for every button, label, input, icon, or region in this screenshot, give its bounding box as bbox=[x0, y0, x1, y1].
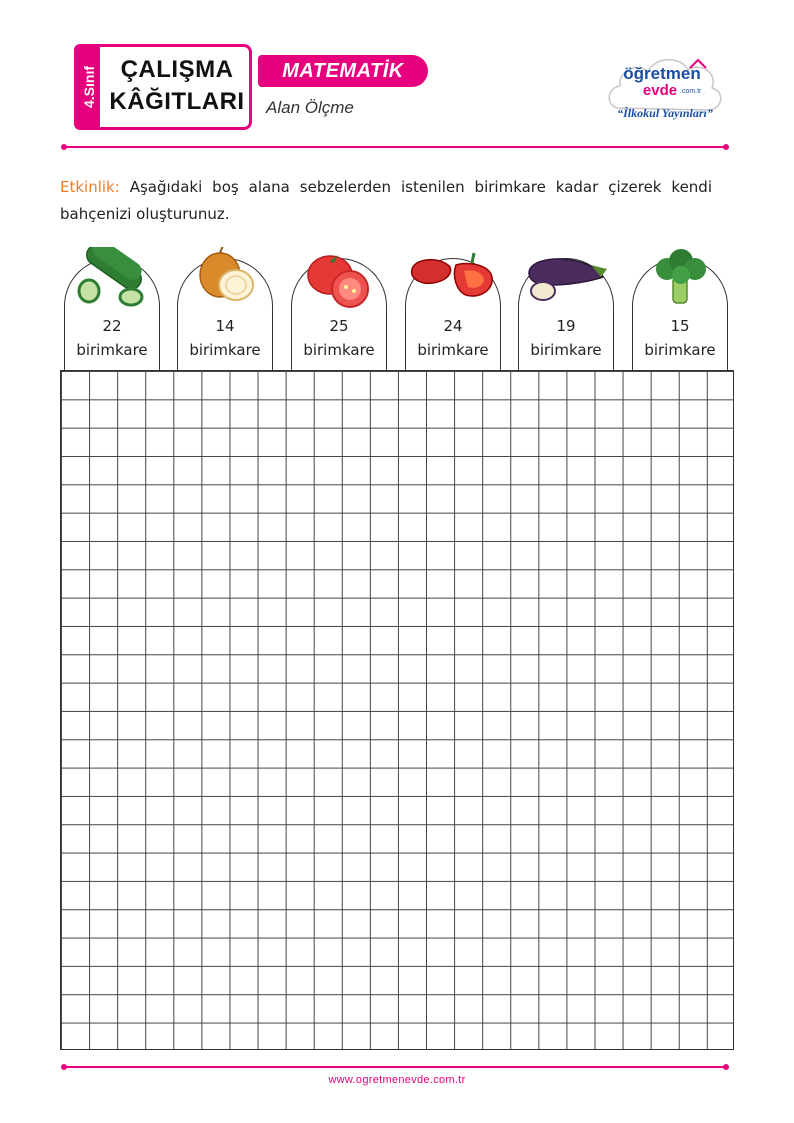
top-divider bbox=[64, 146, 726, 148]
vegetable-count: 14 bbox=[215, 317, 235, 335]
cucumber-icon bbox=[67, 247, 157, 311]
instruction-text bbox=[60, 174, 712, 228]
brand-name: öğretmen bbox=[623, 64, 701, 83]
vegetable-unit: birimkare bbox=[303, 341, 375, 359]
title-line-2: KÂĞITLARI bbox=[109, 88, 245, 115]
pepper-icon bbox=[408, 247, 498, 311]
instruction-body: Aşağıdaki boş alana sebzelerden istenilen birimkare kadar çizerek kendi bahçenizi oluşturunuz. bbox=[60, 178, 712, 223]
topic-title: Alan Ölçme bbox=[266, 98, 354, 117]
vegetable-count: 22 bbox=[102, 317, 122, 335]
subject-badge: MATEMATİK bbox=[258, 55, 428, 87]
vegetable-card-eggplant bbox=[518, 258, 614, 370]
brand-domain: .com.tr bbox=[680, 88, 702, 95]
broccoli-icon bbox=[635, 247, 725, 311]
vegetable-card-broccoli bbox=[632, 258, 728, 370]
eggplant-icon bbox=[521, 247, 611, 311]
vegetable-card-onion bbox=[177, 258, 273, 370]
vegetable-card-cucumber bbox=[64, 258, 160, 370]
vegetable-unit: birimkare bbox=[76, 341, 148, 359]
drawing-grid[interactable] bbox=[60, 370, 734, 1050]
vegetable-unit: birimkare bbox=[644, 341, 716, 359]
vegetable-count: 25 bbox=[329, 317, 349, 335]
footer-url: www.ogretmenevde.com.tr bbox=[328, 1074, 466, 1086]
vegetable-unit: birimkare bbox=[417, 341, 489, 359]
grade-label: 4.Sınıf bbox=[81, 66, 97, 109]
vegetable-unit: birimkare bbox=[530, 341, 602, 359]
onion-icon bbox=[180, 247, 270, 311]
vegetable-unit: birimkare bbox=[189, 341, 261, 359]
bottom-divider bbox=[64, 1066, 726, 1068]
vegetable-count: 19 bbox=[556, 317, 576, 335]
brand-tagline: “İlkokul Yayınları” bbox=[617, 106, 713, 120]
brand-name-evde: evde bbox=[642, 82, 678, 99]
vegetable-card-tomato bbox=[291, 258, 387, 370]
vegetable-count: 15 bbox=[670, 317, 690, 335]
instruction-label: Etkinlik: bbox=[60, 178, 120, 196]
vegetable-card-pepper bbox=[405, 258, 501, 370]
title-line-1: ÇALIŞMA bbox=[120, 56, 234, 83]
tomato-icon bbox=[294, 247, 384, 311]
vegetable-count: 24 bbox=[443, 317, 463, 335]
